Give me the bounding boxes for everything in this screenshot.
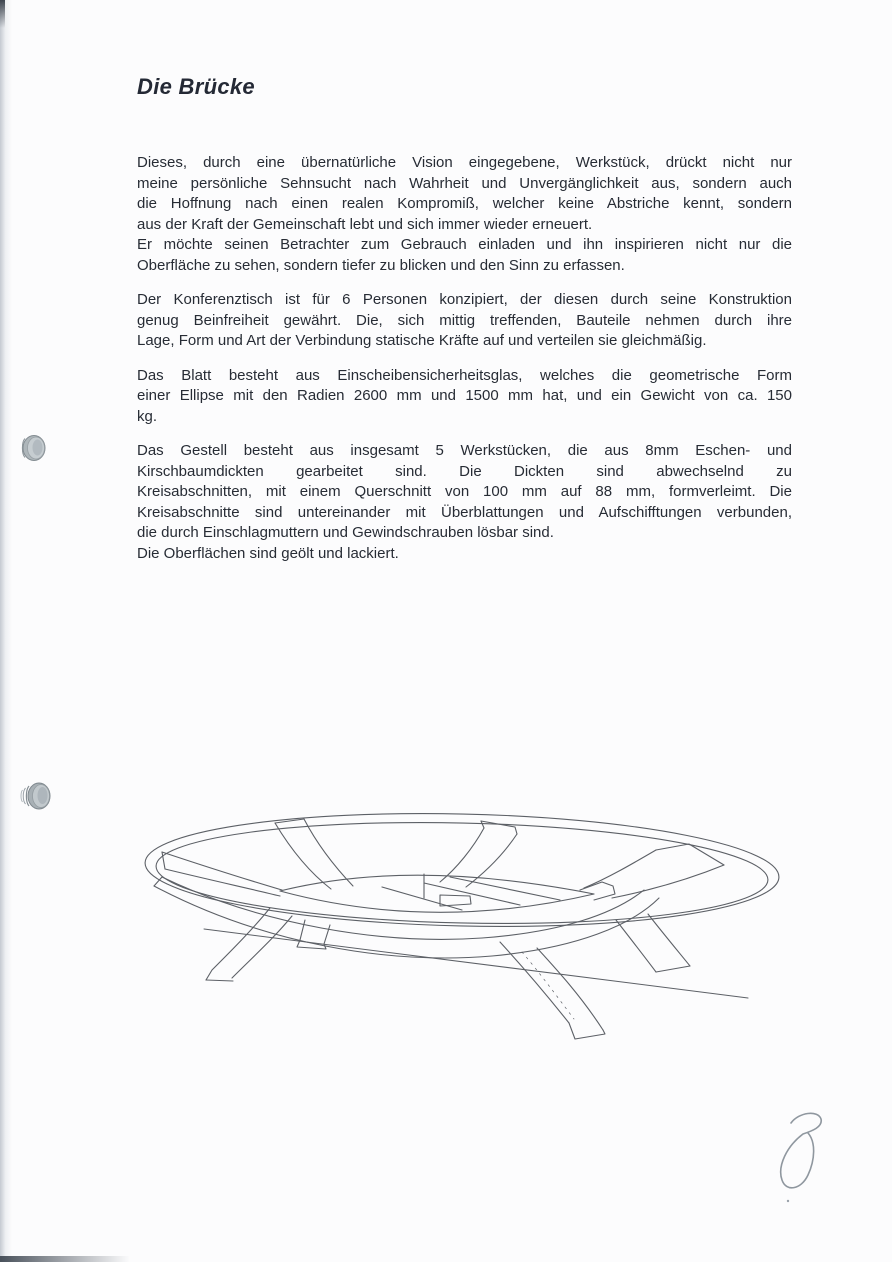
text-line: die durch Einschlagmuttern und Gewindschrauben lösbar sind. xyxy=(137,524,554,541)
text-line: Die Oberflächen sind geölt und lackiert. xyxy=(137,544,399,562)
scan-left-edge-shadow xyxy=(0,0,12,1262)
text-line: kg. xyxy=(137,407,158,425)
text-line: aus der Kraft der Gemeinschaft lebt und sich immer wieder erneuert. xyxy=(137,215,593,233)
binder-hole-top-icon xyxy=(14,432,50,464)
text-line: Oberfläche zu sehen, sondern tiefer zu blicken und den Sinn zu erfassen. xyxy=(137,256,625,274)
paragraph xyxy=(137,366,792,428)
handwritten-page-mark-icon xyxy=(770,1108,840,1208)
text-line: die Hoffnung nach einen realen Kompromiß, welcher keine Abstriche kennt, sondern xyxy=(137,195,792,212)
text-line: meine persönliche Sehnsucht nach Wahrheit und Unvergänglichkeit aus, sondern auch xyxy=(137,174,792,192)
text-line: Lage, Form und Art der Verbindung statische Kräfte auf und verteilen sie gleichmäßig. xyxy=(137,332,707,349)
paragraph xyxy=(137,290,792,352)
text-line: einer Ellipse mit den Radien 2600 mm und 1500 mm hat, und ein Gewicht von ca. 150 xyxy=(137,387,792,404)
text-line: Dieses, durch eine übernatürliche Vision eingegebene, Werkstück, drückt nicht nur xyxy=(137,154,792,171)
scan-corner-artifact xyxy=(0,0,5,28)
text-line: Kreisabschnitte sind untereinander mit Überblattungen und Aufschifftungen verbunden, xyxy=(137,503,792,521)
binder-hole-bottom-icon xyxy=(16,779,56,813)
text-line: Kreisabschnitten, mit einem Querschnitt von 100 mm auf 88 mm, formverleimt. Die xyxy=(137,483,792,500)
text-line: genug Beinfreiheit gewährt. Die, sich mittig treffenden, Bauteile nehmen durch ihre xyxy=(137,311,792,329)
text-line: Das Blatt besteht aus Einscheibensicherheitsglas, welches die geometrische Form xyxy=(137,366,792,384)
text-line: Er möchte seinen Betrachter zum Gebrauch einladen und ihn inspirieren nicht nur die xyxy=(137,236,792,253)
paragraph xyxy=(137,153,792,276)
text-line: Das Gestell besteht aus insgesamt 5 Werkstücken, die aus 8mm Eschen- und xyxy=(137,442,792,459)
body-text xyxy=(137,153,792,564)
paragraph xyxy=(137,441,792,564)
text-line: Kirschbaumdickten gearbeitet sind. Die Dickten sind abwechselnd zu xyxy=(137,462,792,480)
document-title: Die Brücke xyxy=(137,74,255,99)
text-line: Der Konferenztisch ist für 6 Personen konzipiert, der diesen durch seine Konstruktion xyxy=(137,291,792,308)
scan-bottom-edge-artifact xyxy=(0,1256,130,1262)
conference-table-drawing xyxy=(132,790,792,1055)
